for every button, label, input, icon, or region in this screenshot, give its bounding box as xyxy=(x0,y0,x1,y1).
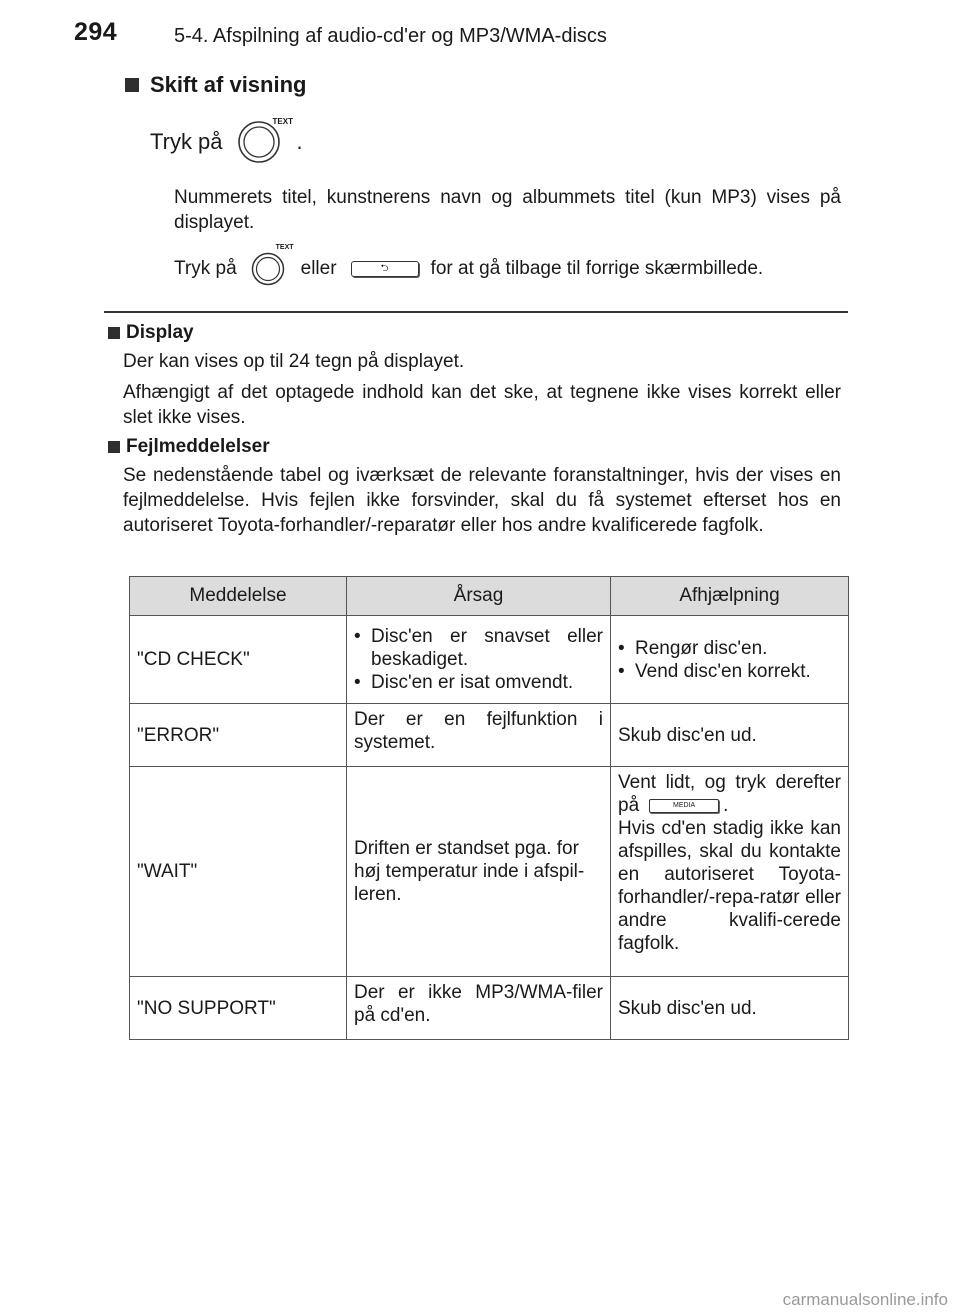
square-bullet-icon xyxy=(108,441,120,453)
table-row xyxy=(130,977,849,1040)
table-header-remedy: Afhjælpning xyxy=(611,577,849,616)
cell-remedy xyxy=(611,767,849,977)
text-knob-icon xyxy=(251,244,294,286)
cell-message: "NO SUPPORT" xyxy=(130,977,347,1040)
text-knob-icon xyxy=(237,117,293,164)
table-header-message: Meddelelse xyxy=(130,577,347,616)
heading-display-switch-label: Skift af visning xyxy=(150,72,307,97)
cell-message: "WAIT" xyxy=(130,767,347,977)
back-button-icon xyxy=(351,261,419,277)
back-arrow-icon: ⮌ xyxy=(380,262,389,274)
cause-item: • Disc'en er isat omvendt. xyxy=(354,671,603,694)
cell-remedy xyxy=(611,616,849,704)
wait-remedy-text1: Vent lidt, og tryk derefter på xyxy=(618,772,841,816)
text-knob-label: TEXT xyxy=(272,117,293,126)
display-description: Nummerets titel, kunstnerens navn og albummets titel (kun MP3) vises på displayet. xyxy=(174,187,841,233)
heading-error-messages xyxy=(108,436,270,458)
table-row xyxy=(130,616,849,704)
table-row xyxy=(130,767,849,977)
cell-cause xyxy=(347,616,611,704)
display-note-line1: Der kan vises op til 24 tegn på displayet. xyxy=(123,351,465,372)
heading-display xyxy=(108,322,194,344)
table-header-cause: Årsag xyxy=(347,577,611,616)
heading-display-switch xyxy=(125,72,306,98)
cell-message: "CD CHECK" xyxy=(130,616,347,704)
wait-remedy-line1 xyxy=(618,771,841,817)
cell-message: "ERROR" xyxy=(130,704,347,767)
return-suffix: for at gå tilbage til forrige skærmbillede. xyxy=(430,258,764,279)
cell-cause: Der er ikke MP3/WMA-filer på cd'en. xyxy=(347,977,611,1040)
table-header-row xyxy=(130,577,849,616)
step-period: . xyxy=(296,129,303,154)
cause-item: • Disc'en er snavset eller beskadiget. xyxy=(354,625,603,671)
step-press-text xyxy=(150,117,303,164)
cell-cause: Der er en fejlfunktion i systemet. xyxy=(347,704,611,767)
table-row xyxy=(130,704,849,767)
heading-display-label: Display xyxy=(126,322,194,343)
section-title: 5-4. Afspilning af audio-cd'er og MP3/WMA-discs xyxy=(174,25,607,47)
return-or: eller xyxy=(300,258,337,279)
cell-remedy: Skub disc'en ud. xyxy=(611,704,849,767)
step-text: Tryk på xyxy=(150,129,223,154)
section-divider xyxy=(104,311,848,313)
return-prefix: Tryk på xyxy=(174,258,237,279)
watermark: carmanualsonline.info xyxy=(782,1290,948,1309)
square-bullet-icon xyxy=(108,327,120,339)
media-button-icon: MEDIA xyxy=(649,799,719,813)
error-note-text: Se nedenstående tabel og iværksæt de relevante foranstaltninger, hvis der vises en fejlmeddelelse. Hvis fejlen ikke forsvinder, skal du få systemet efterset hos en autoriseret Toyota-forhandler/-reparatør eller hos andre kvalificerede fagfolk. xyxy=(123,465,841,536)
display-note-line2: Afhængigt af det optagede indhold kan det ske, at tegnene ikke vises korrekt eller slet ikke vises. xyxy=(123,382,841,428)
wait-remedy-text2: Hvis cd'en stadig ikke kan afspilles, skal du kontakte en autoriseret Toyota-forhandler/-repa-ratør eller andre kvalifi-cerede fagfolk. xyxy=(618,818,841,954)
remedy-item: • Vend disc'en korrekt. xyxy=(618,660,841,683)
text-knob-label: TEXT xyxy=(275,244,294,251)
return-instruction xyxy=(174,244,764,286)
cell-remedy: Skub disc'en ud. xyxy=(611,977,849,1040)
square-bullet-icon xyxy=(125,78,139,92)
cell-cause: Driften er standset pga. for høj temperatur inde i afspil-leren. xyxy=(347,767,611,977)
heading-error-messages-label: Fejlmeddelelser xyxy=(126,436,270,457)
wait-remedy-period: . xyxy=(723,795,729,816)
remedy-item: • Rengør disc'en. xyxy=(618,637,841,660)
error-table xyxy=(129,576,849,1040)
page-number: 294 xyxy=(74,18,118,46)
